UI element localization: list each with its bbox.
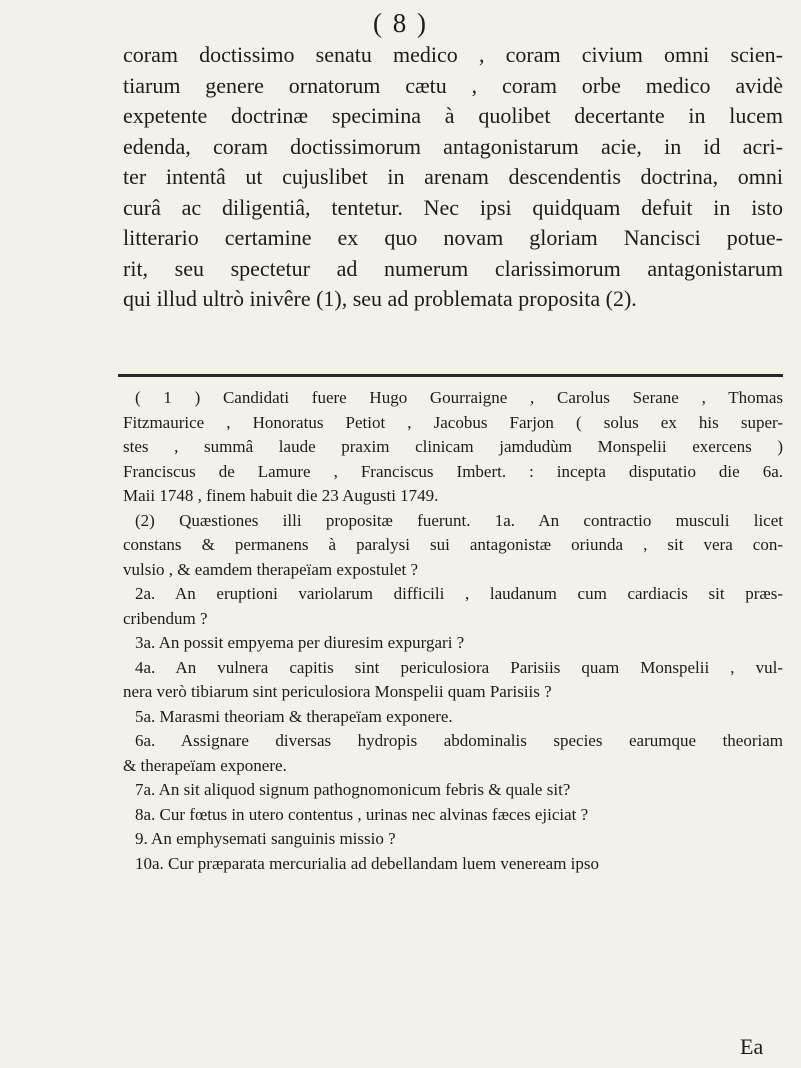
text-line: tiarum genere ornatorum cætu , coram orbe medico avidè	[123, 72, 783, 98]
footnote-line: 10a. Cur præparata mercurialia ad debellandam luem veneream ipso	[135, 853, 600, 873]
text-line: curâ ac diligentiâ, tentetur. Nec ipsi quidquam defuit in isto	[123, 194, 783, 220]
footnote-line: 8a. Cur fœtus in utero contentus , urinas nec alvinas fæces ejiciat ?	[135, 804, 589, 824]
catchword: Ea	[740, 1034, 764, 1059]
footnote-line: ( 1 ) Candidati fuere Hugo Gourraigne , Carolus Serane , Thomas	[135, 388, 783, 407]
footnote-line: 6a. Assignare diversas hydropis abdominalis species earumque theoriam	[135, 731, 783, 750]
footnote-line: & therapeïam exponere.	[123, 755, 287, 775]
page-number: ( 8 )	[373, 8, 428, 38]
footnote-line: 9. An emphysemati sanguinis missio ?	[135, 829, 396, 848]
footnote-line: (2) Quæstiones illi propositæ fuerunt. 1a. An contractio musculi licet	[135, 510, 783, 530]
main-text	[123, 40, 783, 315]
footnote-line: Franciscus de Lamure , Franciscus Imbert. : incepta disputatio die 6a.	[123, 461, 783, 481]
footnote-line: Maii 1748 , finem habuit die 23 Augusti 1749.	[123, 486, 439, 505]
footnote-line: vulsio , & eamdem therapeïam expostulet ?	[123, 559, 419, 579]
footnote-line: 5a. Marasmi theoriam & therapeïam exponere.	[135, 706, 453, 726]
text-line: edenda, coram doctissimorum antagonistarum acie, in id acri-	[123, 133, 783, 159]
footnote-line: constans & permanens à paralysi sui antagonistæ oriunda , sit vera con-	[123, 535, 783, 554]
footnote-line: Fitzmaurice , Honoratus Petiot , Jacobus Farjon ( solus ex his super-	[123, 412, 783, 432]
text-line: expetente doctrinæ specimina à quolibet decertante in lucem	[123, 103, 783, 128]
text-line: ter intentâ ut cujuslibet in arenam descendentis doctrina, omni	[123, 164, 783, 189]
footnote-line: stes , summâ laude praxim clinicam jamdudùm Monspelii exercens )	[123, 437, 783, 456]
text-line: litterario certamine ex quo novam gloriam Nancisci potue-	[123, 225, 783, 250]
text-line: coram doctissimo senatu medico , coram civium omni scien-	[123, 42, 783, 67]
text-line: qui illud ultrò inivêre (1), seu ad problemata proposita (2).	[123, 286, 637, 311]
footnotes	[123, 386, 783, 876]
footnote-line: 2a. An eruptioni variolarum difficili , laudanum cum cardiacis sit præs-	[135, 584, 783, 603]
footnote-line: nera verò tibiarum sint periculosiora Monspelii quam Parisiis ?	[123, 682, 552, 701]
text-line: rit, seu spectetur ad numerum clarissimorum antagonistarum	[123, 255, 783, 281]
footnote-line: 7a. An sit aliquod signum pathognomonicum febris & quale sit?	[135, 780, 571, 799]
footnote-divider	[118, 374, 783, 377]
footnote-line: 3a. An possit empyema per diuresim expurgari ?	[135, 633, 465, 652]
footnote-line: 4a. An vulnera capitis sint periculosiora Parisiis quam Monspelii , vul-	[135, 657, 783, 677]
footnote-line: cribendum ?	[123, 608, 208, 628]
